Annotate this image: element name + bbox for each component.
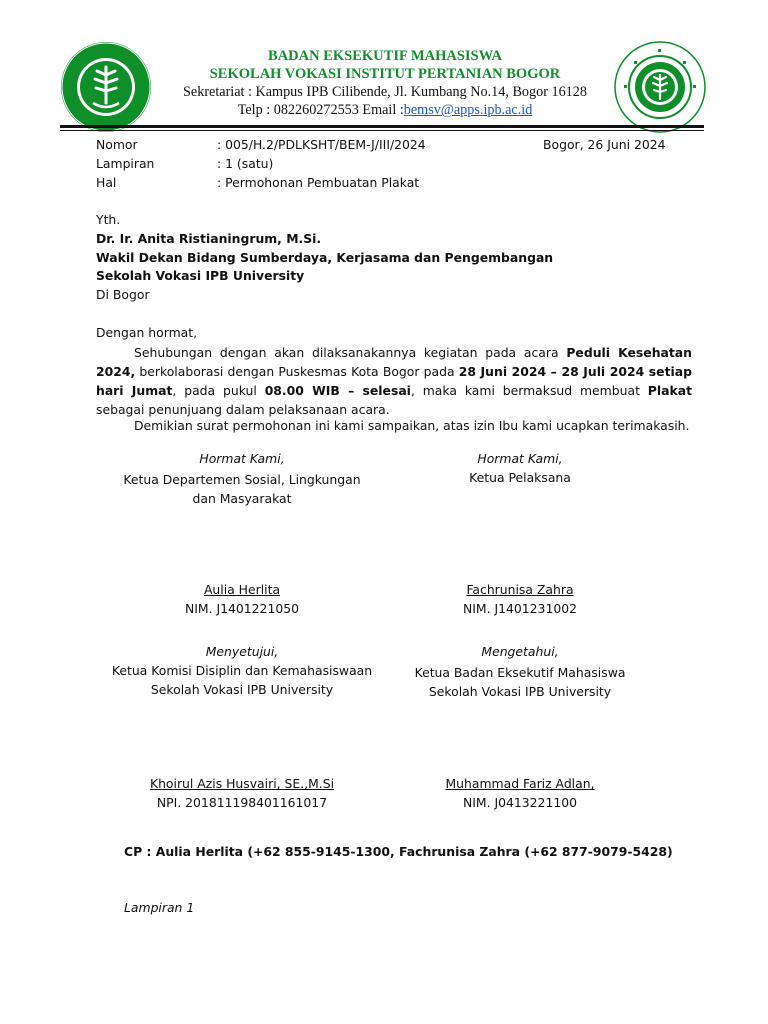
p1-dates: 28 Juni 2024 – 28 Juli 2024 setiap hari Jumat <box>96 364 692 398</box>
p1-text-c: , pada pukul <box>172 383 265 398</box>
p1-item: Plakat <box>647 383 693 398</box>
org-name-line1: BADAN EKSEKUTIF MAHASISWA <box>268 48 502 64</box>
lampiran-label: Lampiran <box>96 156 155 171</box>
hal-value: : Permohonan Pembuatan Plakat <box>217 175 420 190</box>
attachment-label: Lampiran 1 <box>124 900 195 915</box>
recipient-place: Di Bogor <box>96 287 150 302</box>
letter-date: Bogor, 26 Juni 2024 <box>543 137 666 152</box>
sig2-name: Fachrunisa Zahra <box>466 582 574 597</box>
email-link[interactable]: bemsv@apps.ipb.ac.id <box>403 102 533 118</box>
hal-label: Hal <box>96 175 117 190</box>
p1-event: Peduli Kesehatan 2024, <box>96 345 692 379</box>
recipient-institution: Sekolah Vokasi IPB University <box>96 268 305 283</box>
sig4-role: Ketua Badan Eksekutif Mahasiswa Sekolah Vokasi IPB University <box>414 665 626 699</box>
contact-person: CP : Aulia Herlita (+62 855-9145-1300, Fachrunisa Zahra (+62 877-9079-5428) <box>124 844 673 859</box>
org-address: Sekretariat : Kampus IPB Cilibende, Jl. Kumbang No.14, Bogor 16128 <box>183 84 587 100</box>
sig4-name: Muhammad Fariz Adlan, <box>445 776 595 791</box>
sig3-name: Khoirul Azis Husvairi, SE.,M.Si <box>149 776 335 791</box>
sig1-id: NIM. J1401221050 <box>185 601 299 616</box>
nomor-label: Nomor <box>96 137 138 152</box>
lampiran-value: : 1 (satu) <box>217 156 274 171</box>
recipient-yth: Yth. <box>96 212 121 227</box>
sig1-salutation: Hormat Kami, <box>199 451 285 466</box>
header-rule-thin <box>60 130 704 131</box>
recipient-position: Wakil Dekan Bidang Sumberdaya, Kerjasama dan Pengembangan <box>96 250 554 265</box>
ipb-logo-left <box>60 41 152 133</box>
phone-text: Telp : 082260272553 Email : <box>237 102 404 118</box>
recipient-name: Dr. Ir. Anita Ristianingrum, M.Si. <box>96 231 322 246</box>
p1-text-a: Sehubungan dengan akan dilaksanakannya kegiatan pada acara <box>134 345 567 360</box>
sig2-role: Ketua Pelaksana <box>469 470 571 485</box>
sig4-salutation: Mengetahui, <box>481 644 559 659</box>
header-rule-thick <box>60 125 704 128</box>
sig3-salutation: Menyetujui, <box>205 644 279 659</box>
body-paragraph-1 <box>96 343 692 419</box>
sig2-id: NIM. J1401231002 <box>463 601 577 616</box>
sig3-role-line1: Ketua Komisi Disiplin dan Kemahasiswaan <box>111 663 373 678</box>
sig3-id: NPI. 201811198401161017 <box>156 795 328 810</box>
sig1-name: Aulia Herlita <box>203 582 281 597</box>
p1-time: 08.00 WIB – selesai <box>264 383 411 398</box>
org-contact <box>160 102 610 119</box>
org-name-line2: SEKOLAH VOKASI INSTITUT PERTANIAN BOGOR <box>209 66 561 82</box>
p1-text-e: sebagai penunjuang dalam pelaksanaan acara. <box>96 402 390 417</box>
bem-sv-logo-right <box>614 41 706 133</box>
p1-text-d: , maka kami bermaksud membuat <box>410 383 648 398</box>
sig3-role-line2: Sekolah Vokasi IPB University <box>150 682 334 697</box>
body-paragraph-2: Demikian surat permohonan ini kami sampaikan, atas izin Ibu kami ucapkan terimakasih. <box>134 418 690 433</box>
sig1-role: Ketua Departemen Sosial, Lingkungan dan Masyarakat <box>123 472 361 506</box>
p1-text-b: berkolaborasi dengan Puskesmas Kota Bogor pada <box>135 364 459 379</box>
nomor-value: : 005/H.2/PDLKSHT/BEM-J/III/2024 <box>217 137 426 152</box>
sig4-id: NIM. J0413221100 <box>463 795 577 810</box>
sig2-salutation: Hormat Kami, <box>477 451 563 466</box>
greeting: Dengan hormat, <box>96 325 198 340</box>
